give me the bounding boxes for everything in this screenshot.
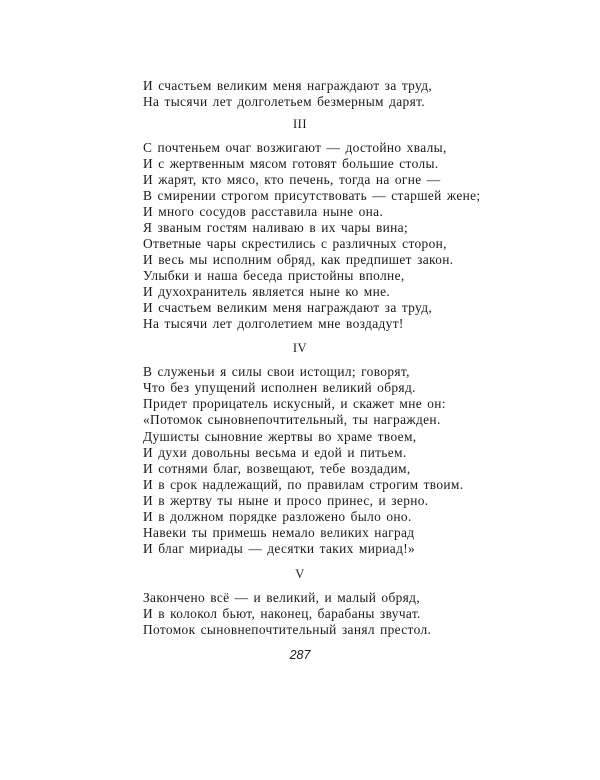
verse-line: И счастьем великим меня награждают за труд, [143,300,433,315]
verse-line: Я званым гостям наливаю в их чары вина; [143,220,409,235]
verse-line: И много сосудов расставила ныне она. [143,204,384,219]
verse-line: И счастьем великим меня награждают за труд, [143,78,433,93]
verse-line: Ответные чары скрестились с различных сторон, [143,236,447,251]
verse-line: На тысячи лет долголетием мне воздадут! [143,316,404,331]
verse-line: Потомок сыновнепочтительный занял престол. [143,622,432,637]
section-numeral-v: V [295,567,305,581]
verse-line: На тысячи лет долголетьем безмерным дарят. [143,94,425,109]
verse-line: Что без упущений исполнен великий обряд. [143,380,416,395]
verse-line: В смирении строгом присутствовать — старшей жене; [143,188,481,203]
section-numeral-iii: III [293,117,307,131]
verse-line: С почтеньем очаг возжигают — достойно хвалы, [143,140,447,155]
verse-line: Душисты сыновние жертвы во храме твоем, [143,429,417,444]
verse-line: Улыбки и наша беседа пристойны вполне, [143,268,405,283]
verse-line: И благ мириады — десятки таких мириад!» [143,541,416,556]
verse-line: Придет прорицатель искусный, и скажет мне он: [143,396,446,411]
verse-line: И весь мы исполним обряд, как предпишет закон. [143,252,454,267]
verse-line: И в должном порядке разложено было оно. [143,509,412,524]
page-number: 287 [289,648,311,662]
verse-line: Закончено всё — и великий, и малый обряд, [143,590,421,605]
verse-line: И духохранитель является ныне ко мне. [143,284,391,299]
section-numeral-iv: IV [292,341,308,355]
verse-line: И в жертву ты ныне и просо принес, и зерно. [143,493,429,508]
verse-line: «Потомок сыновнепочтительный, ты награжден. [143,412,441,427]
verse-line: И духи довольны весьма и едой и питьем. [143,445,407,460]
verse-line: И с жертвенным мясом готовят большие столы. [143,156,439,171]
verse-line: И в колокол бьют, наконец, барабаны звучат. [143,606,421,621]
verse-line: И в срок надлежащий, по правилам строгим твоим. [143,477,464,492]
verse-line: Навеки ты примешь немало великих наград [143,525,415,540]
verse-line: И жарят, кто мясо, кто печень, тогда на огне — [143,172,441,187]
verse-line: В служеньи я силы свои истощил; говорят, [143,364,410,379]
verse-line: И сотнями благ, возвещают, тебе воздадим, [143,461,411,476]
